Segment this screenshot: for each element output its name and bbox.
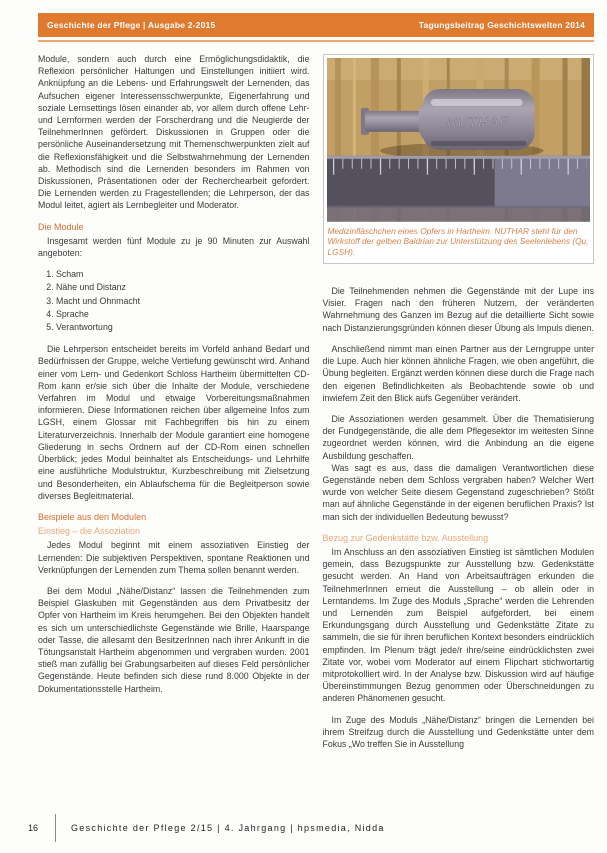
header-article-type: Tagungsbeitrag Geschichtswelten 2014 [418,20,585,30]
figure-medicine-bottle [323,54,595,264]
paragraph: Anschließend nimmt man einen Partner aus der Lerngruppe unter die Lupe. Auch hier können ähnliche Fragen, wie oben angeführt, die Übung begleiten. Ergänzt werden können diese durch die Frage nach den eigenen Befindlichkeiten als Beobachtende sowie ob und inwiefern Zeit den Blick aufs Gegenüber verändert. [322,343,594,403]
subsection-heading-einstieg: Einstieg – die Assoziation [38,526,141,537]
paragraph: Die Assoziationen werden gesammelt. Über die Thematisierung der Fundgegenstände, die alle dem Pflegesektor im weitesten Sinne zugeordnet werden können, wird die Anbindung an die eigene Ausbildung geschaffen. [322,413,594,461]
footer-divider [55,814,56,842]
module-list [38,268,310,333]
header-journal-title: Geschichte der Pflege | Ausgabe 2-2015 [47,20,216,30]
list-item: 2. Nähe und Distanz [56,281,310,293]
list-item: 1. Scham [56,268,310,280]
article-body [38,53,594,759]
page-footer [28,814,385,842]
paragraph: Die Lehrperson entscheidet bereits im Vorfeld anhand Bedarf und Bedürfnissen der Gruppe, welche Vertiefung gewünscht wird. Anhand einer vom Lern- und Gedenkort Schloss Hartheim übermittelten CD-Rom kann er/sie sich über die Inhalte der Module, verschiedene Verfahren im Modul und etwaige Vorbereitungsmaßnahmen informieren. Diese Informationen reichen über allgemeine Infos zum LGSH, einem Glossar mit Fachbegriffen bis hin zu einem Literaturverzeichnis. Innerhalb der Module garantiert eine homogene Gliederung in sechs Ordnern auf der CD-Rom einen schnellen Überblick; jedes Modul beinhaltet als Entscheidungs- und Lehrhilfe eine ausführliche Modulstruktur, Kurzbeschreibung mit Zielsetzung und Besonderheiten, ein Ablaufschema für die Begleitperson sowie diverses Begleitmaterial. [38,344,310,501]
figure-caption: Medizinfläschchen eines Opfers in Hartheim. NUTHAR steht für den Wirkstoff der gelben Baldrian zur Unterstützung des Seelenlebens (Qu. LGSH). [327,225,589,258]
paragraph: Im Zuge des Moduls „Nähe/Distanz“ bringen die Lernenden bei ihrem Streifzug durch die Ausstellung und Gedenkstätte unter dem Fokus „Wo treffen Sie in Ausstellung [322,714,594,749]
subsection-heading-bezug: Bezug zur Gedenkstätte bzw. Ausstellung [322,532,489,543]
paragraph: Jedes Modul beginnt mit einem assoziativen Einstieg der Lernenden: Die subjektiven Perspektiven, spontane Reaktionen und Verknüpfungen der Lernenden zum Thema sollen benannt werden. [38,540,310,575]
paragraph: Module, sondern auch durch eine Ermöglichungsdidaktik, die Reflexion persönlicher Haltungen und Einstellungen initiiert wird. Anknüpfung an die Lebens- und Erfahrungswelt der Lernenden, das Aufsuchen eigener Interessensschwerpunkte, Eigenerfahrung und soziale Lernsettings lösen einander ab, vor allem durch offene Lehr- und Lernformen werden der Forscherdrang und die Neugierde der TeilnehmerInnen gefördert. Diskussionen in Gruppen oder die persönliche Auseinandersetzung mit Themenschwerpunkten zielt auf die Reflexionsfähigkeit und die Selbstwahrnehmung der Lernenden ab. Methodisch sind die Lernenden besonders im Rahmen von Diskussionen, Präsentationen oder der Recherchearbeit gefordert. Die Lernenden werden zu Fragestellenden; die Lehrperson, der das Modul leitet, agiert als Lernbegleiter und Moderator. [38,54,310,211]
left-column [38,53,310,759]
bottle-photo [327,58,591,222]
page-number: 16 [28,823,39,833]
right-column [323,53,595,759]
header-underline [38,40,594,42]
list-item: 5. Verantwortung [56,321,310,333]
paragraph: Bei dem Modul „Nähe/Distanz“ lassen die Teilnehmenden zum Beispiel Glaskuben mit Gegenständen aus dem Privatbesitz der Opfer von Hartheim im Kreis herumgehen. Bei den Objekten handelt es sich um unterschiedlichste Gegenstände wie Brille, Haarspange oder Tasse, die allesamt den BesitzerInnen nach ihrer Ankunft in die Tötungsanstalt Hartheim abgenommen und vergraben wurden. 2001 stieß man zufällig bei Grabungsarbeiten auf dieses Feld persönlicher Gegenstände. Heute befinden sich diese rund 8.000 Objekte in der Dokumentationsstelle Hartheim. [38,585,310,694]
footer-journal-line: Geschichte der Pflege 2/15 | 4. Jahrgang | hpsmedia, Nidda [71,823,385,833]
page-header [38,13,594,37]
ruler [327,156,590,222]
list-item: 3. Macht und Ohnmacht [56,295,310,307]
bottle-embossing-text: NUTHAR [445,112,511,131]
section-heading-modules: Die Module [38,221,84,232]
paragraph: Die Teilnehmenden nehmen die Gegenstände mit der Lupe ins Visier. Fragen nach den früheren Nutzern, der veränderten Wahrnehmung des Ganzen im Bezug auf die detaillierte Sicht sowie nach Distanzierungsgründen können dieser Übung als Impuls dienen. [322,286,594,333]
paragraph: Insgesamt werden fünf Module zu je 90 Minuten zur Auswahl angeboten: [38,235,310,259]
section-heading-examples: Beispiele aus den Modulen [38,511,147,522]
paragraph: Im Anschluss an den assoziativen Einstieg ist sämtlichen Modulen gemein, dass Bezugspunkte zur Ausstellung bzw. Gedenkstätte gesucht werden. An Hand von Arbeitsaufträgen erkunden die TeilnehmerInnen erneut die Ausstellung – ob allein oder in Lerntandems. Im Zuge des Moduls „Sprache“ werden die Lehrenden und Lernenden zum Beispiel aufgefordert, bei einem Erkundungsgang durch Ausstellung und Gedenkstätte Zitate zu sammeln, die sie für ihren beruflichen Kontext besonders eindrücklich empfinden. Im Plenum trägt jede/r ihre/seine eindrücklichsten zwei Zitate vor, wobei vom Moderator auf einem Flipchart stichwortartig mitprotokolliert wird. In der Analyse bzw. Diskussion wird auf häufige Übereinstimmungen Bezug genommen oder Überschneidungen zu anderen Phänomenen gesucht. [322,546,594,704]
paragraph: Was sagt es aus, dass die damaligen Verantwortlichen diese Gegenstände neben dem Schloss vergraben haben? Welcher Wert wurde von welcher Seite diesem Gegenstand zugeschrieben? Stößt man auf ähnliche Gegenstände in der eigenen beruflichen Praxis? Ist man sich der individuellen Bedeutung bewusst? [322,462,594,522]
list-item: 4. Sprache [56,308,310,320]
